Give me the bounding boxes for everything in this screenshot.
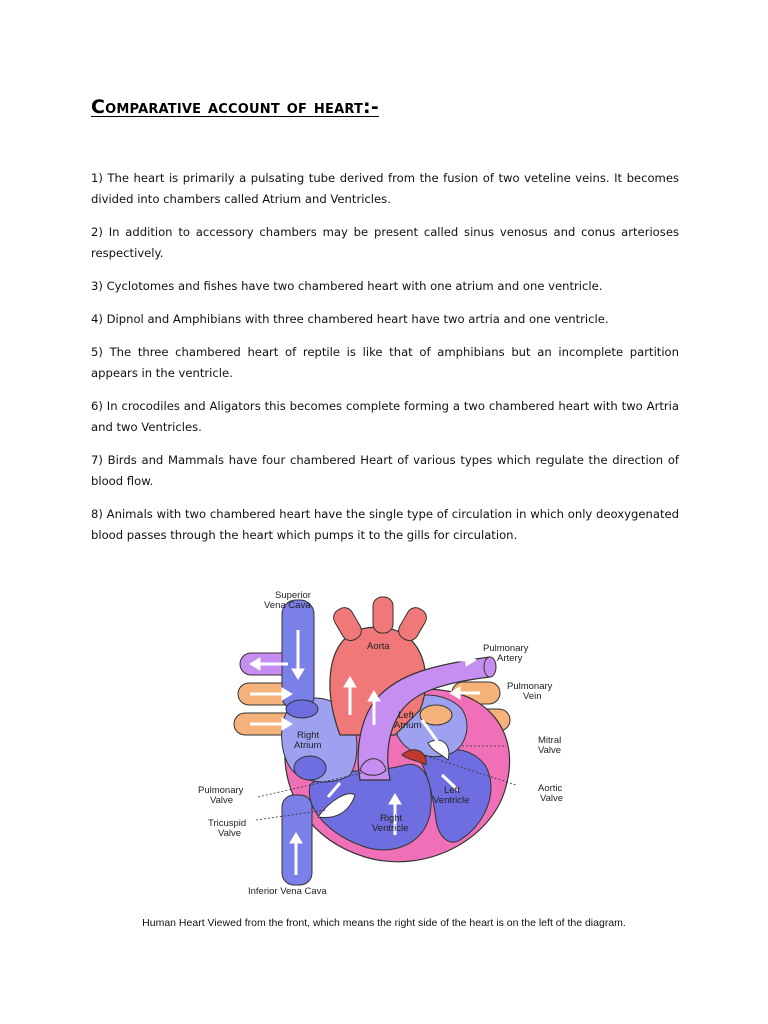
label-right-atrium-1: Right — [297, 730, 320, 741]
paragraph-list — [91, 168, 679, 558]
label-pulmonary-valve-1: Pulmonary — [198, 785, 244, 796]
label-right-ventricle-2: Ventricle — [372, 823, 409, 834]
label-pulmonary-vein-1: Pulmonary — [507, 681, 553, 692]
figure-caption: Human Heart Viewed from the front, which means the right side of the heart is on the left of the diagram. — [142, 917, 626, 929]
paragraph-1: 1) The heart is primarily a pulsating tube derived from the fusion of two veteline veins. It becomes divided into chambers called Atrium and Ventricles. — [91, 171, 679, 206]
paragraph-3: 3) Cyclotomes and fishes have two chambered heart with one atrium and one ventricle. — [91, 279, 603, 293]
label-right-atrium-2: Atrium — [294, 740, 322, 751]
label-aorta: Aorta — [367, 641, 390, 652]
label-tricuspid-valve-1: Tricuspid — [208, 818, 247, 829]
label-aortic-valve-1: Aortic — [538, 783, 563, 794]
label-left-ventricle-1: Left — [444, 785, 460, 796]
paragraph-4: 4) Dipnol and Amphibians with three chambered heart have two artria and one ventricle. — [91, 312, 609, 326]
vena-cava-opening — [286, 700, 318, 718]
pulmonary-artery-end — [484, 657, 496, 677]
label-left-ventricle-2: Ventricle — [433, 795, 470, 806]
paragraph-5: 5) The three chambered heart of reptile is like that of amphibians but an incomplete partition appears in the ventricle. — [91, 345, 679, 380]
paragraph-6: 6) In crocodiles and Aligators this becomes complete forming a two chambered heart with two Artria and two Ventricles. — [91, 399, 679, 434]
coronary-sinus — [294, 756, 326, 780]
label-right-ventricle-1: Right — [380, 813, 403, 824]
label-superior-vena-cava-1: Superior — [275, 590, 311, 601]
label-left-atrium-1: Left — [398, 710, 414, 721]
label-pulmonary-artery-1: Pulmonary — [483, 643, 529, 654]
label-pulmonary-vein-2: Vein — [523, 691, 542, 702]
label-pulmonary-valve-2: Valve — [210, 795, 234, 806]
label-tricuspid-valve-2: Valve — [218, 828, 242, 839]
heart-diagram-svg — [190, 585, 590, 900]
paragraph-8: 8) Animals with two chambered heart have the single type of circulation in which only deoxygenated blood passes through the heart which pumps it to the gills for circulation. — [91, 507, 679, 542]
label-inferior-vena-cava: Inferior Vena Cava — [248, 886, 327, 897]
aorta-branch-2 — [373, 597, 393, 633]
label-superior-vena-cava-2: Vena Cava — [264, 600, 311, 611]
paragraph-2: 2) In addition to accessory chambers may be present called sinus venosus and conus arterioses respectively. — [91, 225, 679, 260]
label-pulmonary-artery-2: Artery — [497, 653, 523, 664]
label-left-atrium-2: Atrium — [394, 720, 422, 731]
label-mitral-valve-1: Mitral — [538, 735, 562, 746]
label-mitral-valve-2: Valve — [538, 745, 562, 756]
label-aortic-valve-2: Valve — [540, 793, 564, 804]
page-title: Comparative account of heart:- — [91, 96, 379, 118]
paragraph-7: 7) Birds and Mammals have four chambered Heart of various types which regulate the direction of blood flow. — [91, 453, 679, 488]
heart-diagram — [190, 585, 590, 900]
